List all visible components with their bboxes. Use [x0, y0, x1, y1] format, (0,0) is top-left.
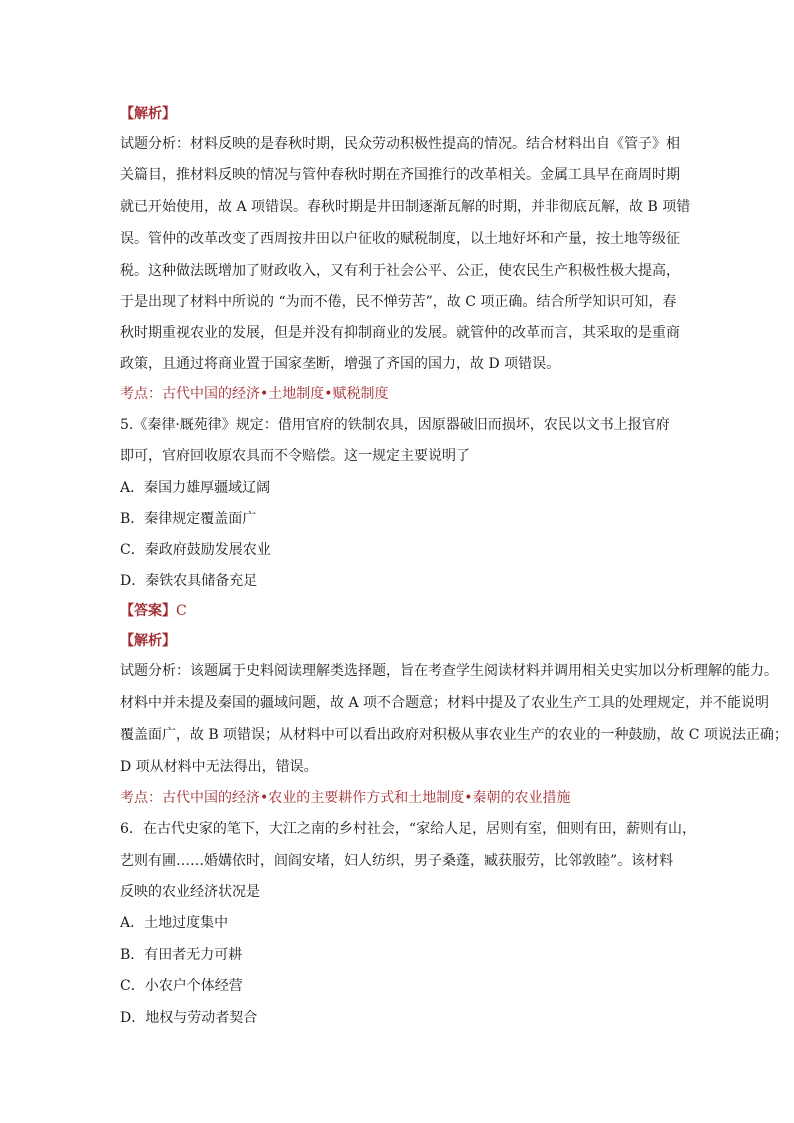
- q4-analysis-line: 就已开始使用，故 A 项错误。春秋时期是井田制逐渐瓦解的时期，并非彻底瓦解，故 B 项错: [120, 199, 691, 215]
- q5-analysis-line: 材料中并未提及秦国的疆域问题，故 A 项不合题意；材料中提及了农业生产工具的处理规定，并不能说明: [120, 695, 770, 711]
- q4-analysis-tag: 【解析】: [120, 106, 176, 122]
- q5-option-b: B．秦律规定覆盖面广: [120, 511, 257, 527]
- q6-option-a: A．土地过度集中: [120, 915, 229, 931]
- q5-analysis-line: 覆盖面广，故 B 项错误；从材料中可以看出政府对积极从事农业生产的农业的一种鼓励，故 C 项说法正确；: [120, 727, 788, 743]
- q6-option-c: C．小农户个体经营: [120, 978, 243, 994]
- q5-answer-value: C: [176, 603, 187, 619]
- q5-stem-line: 即可，官府回收原农具而不令赔偿。这一规定主要说明了: [120, 448, 470, 464]
- q6-stem-line: 反映的农业经济状况是: [120, 884, 260, 900]
- q5-analysis-line: D 项从材料中无法得出，错误。: [120, 759, 318, 775]
- q5-option-c: C．秦政府鼓励发展农业: [120, 542, 271, 558]
- q5-kaodian: 考点：古代中国的经济•农业的主要耕作方式和土地制度•秦朝的农业措施: [120, 790, 571, 806]
- q6-stem-line: 6．在古代史家的笔下，大江之南的乡村社会，“家给人足，居则有室，佃则有田，薪则有山，: [120, 821, 697, 837]
- q4-kaodian: 考点：古代中国的经济•土地制度•赋税制度: [120, 386, 389, 402]
- q5-analysis-line: 试题分析：该题属于史料阅读理解类选择题，旨在考查学生阅读材料并调用相关史实加以分析理解的能力。: [120, 663, 778, 679]
- q4-analysis-line: 试题分析：材料反映的是春秋时期，民众劳动积极性提高的情况。结合材料出自《管子》相: [120, 136, 680, 152]
- q5-option-a: A．秦国力雄厚疆域辽阔: [120, 480, 271, 496]
- q5-answer-tag: 【答案】: [120, 603, 176, 619]
- q6-stem-line: 艺则有圃……婚媾依时，闾阎安堵，妇人纺织，男子桑蓬，臧获服劳，比邻敦睦”。该材料: [120, 853, 674, 869]
- q6-option-b: B．有田者无力可耕: [120, 947, 243, 963]
- q6-option-d: D．地权与劳动者契合: [120, 1010, 258, 1026]
- q4-analysis-line: 秋时期重视农业的发展，但是并没有抑制商业的发展。就管仲的改革而言，其采取的是重商: [120, 325, 680, 341]
- q4-analysis-line: 政策，且通过将商业置于国家垄断，增强了齐国的国力，故 D 项错误。: [120, 356, 561, 372]
- q4-analysis-line: 误。管仲的改革改变了西周按井田以户征收的赋税制度，以土地好坏和产量，按土地等级征: [120, 231, 680, 247]
- q5-option-d: D．秦铁农具储备充足: [120, 573, 258, 589]
- q5-stem-line: 5.《秦律·厩苑律》规定：借用官府的铁制农具，因原器破旧而损坏，农民以文书上报官府: [120, 417, 670, 433]
- q4-analysis-line: 关篇目，推材料反映的情况与管仲春秋时期在齐国推行的改革相关。金属工具早在商周时期: [120, 167, 680, 183]
- q4-analysis-line: 于是出现了材料中所说的 “为而不倦，民不惮劳苦”，故 C 项正确。结合所学知识可知，春: [120, 294, 677, 310]
- q5-answer: [120, 601, 187, 621]
- q4-analysis-line: 税。这种做法既增加了财政收入，又有利于社会公平、公正，使农民生产积极性极大提高，: [120, 263, 680, 279]
- q5-analysis-tag: 【解析】: [120, 633, 176, 649]
